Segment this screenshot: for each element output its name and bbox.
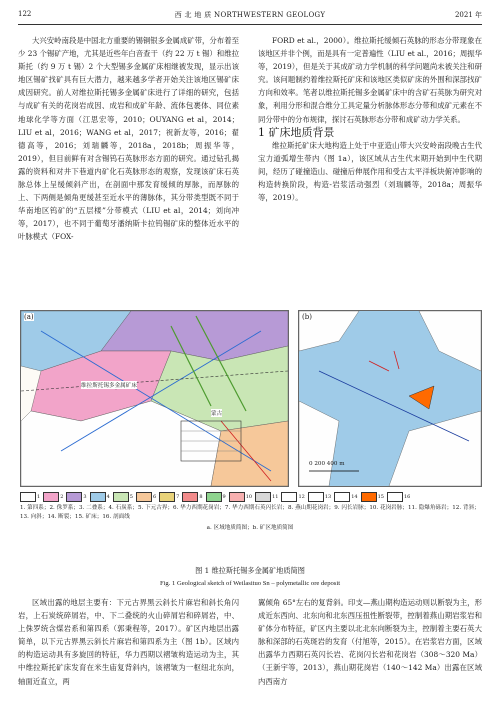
panel-b-label: (b): [302, 313, 312, 321]
panel-b-map: [298, 310, 482, 487]
legend-subtitles: a. 区域地质简图；b. 矿区地质简图: [206, 525, 294, 531]
map-scale: 0 200 400 m: [309, 461, 345, 467]
right-column-bottom: [258, 596, 482, 688]
legend-swatch: [255, 492, 271, 502]
legend-number: 1: [37, 494, 41, 500]
legend-swatch: [90, 492, 106, 502]
figure-caption-zh: 图 1 维拉斯托锡多金属矿地质简图: [195, 566, 305, 575]
legend-swatch: [229, 492, 245, 502]
figure-legend: [20, 492, 480, 533]
page-header: [0, 8, 500, 22]
legend-swatch: [113, 492, 129, 502]
map-label-mongolia: 蒙古: [211, 411, 223, 417]
paragraph: 翼倾角 65°左右的复背斜。印支—燕山期构造运动则以断裂为主，形成近东西向、北东向和北东西压扭性断裂带，控制着燕山期岩浆岩和矿体分布特征，矿区内主要以北北东向断裂为主，控制着主要石英大脉和深部的石英斑岩的发育（付旭等，2015）。在岩浆岩方面，区域出露华力西期石英闪长岩、花岗闪长岩和花岗岩（308～320 Ma）（王新宇等，2013），燕山期花岗岩（140～142 Ma）出露在区域内西南方: [258, 598, 482, 686]
figure-caption-en: Fig. 1 Geological sketch of Weilasituo Sn – polymetallic ore deposit: [159, 580, 341, 587]
legend-swatches: [20, 492, 480, 502]
legend-swatch: [334, 492, 350, 502]
left-column: [18, 34, 239, 244]
legend-number: 11: [272, 494, 279, 500]
legend-swatch: [182, 492, 198, 502]
regional-map-svg: [21, 311, 288, 486]
legend-number: 3: [83, 494, 87, 500]
legend-swatch: [43, 492, 59, 502]
right-column: [258, 34, 482, 204]
header-rule: [18, 24, 482, 25]
panel-a-label: (a): [24, 313, 34, 321]
legend-number: 6: [152, 494, 157, 500]
left-column-bottom: [18, 596, 239, 688]
legend-number: 16: [403, 494, 411, 500]
paragraph: FORD et al.，2000）。维拉斯托缓倾石英脉的形态分带现象在该地区并非个例，而是具有一定普遍性（LIU et al.，2016；周振华等，2019），但是关于其成矿动力学机制的科学问题尚未被关注和研究。该问题制约着维拉斯托矿床和该地区类似矿床的外围和深部找矿方向和效率。笔者以维拉斯托锡多金属矿床中的含矿石英脉为研究对象，利用分形和混合维分工具定量分析脉体形态分带和成矿元素在不同分带中的分布规律，探讨石英脉形态分带和成矿动力学关系。: [258, 36, 483, 124]
journal-name: 西 北 地 质 NORTHWESTERN GEOLOGY: [174, 11, 326, 19]
section-title: 1 矿床地质背景: [258, 125, 335, 139]
legend-swatch: [281, 492, 297, 502]
legend-number: 10: [245, 494, 253, 500]
paragraph: 区域出露的地层主要有：下元古界黑云斜长片麻岩和斜长角闪岩，上石炭统碎屑岩，中、下二叠统的火山碎屑岩和碎屑岩，中、上侏罗统含煤岩系和第四系（郭秉程等，2017）。矿区内地层出露简单，以下元古界黑云斜长片麻岩和第四系为主（图 1b）。区域内的构造运动具有多旋回的特征，华力西期以褶皱构造运动为主，其中维拉斯托矿床发育在米生庙复背斜内，该褶皱为一枢纽北东向，轴面近直立，两: [18, 598, 239, 686]
legend-swatch: [136, 492, 152, 502]
legend-number: 14: [351, 494, 358, 500]
journal-year: 2021 年: [454, 11, 482, 19]
figure-1: [18, 310, 482, 560]
paragraph: 维拉斯托矿床大地构造上处于中亚造山带大兴安岭南段晚古生代宝力道弧增生带内（图 1a），该区域从古生代末期开始到中生代期间，经历了碰撞造山、碰撞后伸展作用和受古太平洋板块俯冲影响的构造转换阶段，构造-岩浆活动强烈（刘瑞麟等，2018a；周振华等，2019）。: [258, 140, 482, 203]
legend-number: 4: [106, 494, 110, 500]
deposit-map-svg: [299, 311, 481, 486]
legend-number: 2: [60, 494, 64, 500]
legend-number: 12: [298, 494, 305, 500]
legend-number: 15: [377, 494, 384, 500]
legend-swatch: [159, 492, 175, 502]
map-label-deposit: 维拉斯托锡多金属矿床: [81, 383, 137, 389]
legend-number: 5: [129, 494, 133, 500]
legend-swatch: [66, 492, 82, 502]
legend-swatch: [308, 492, 324, 502]
legend-number: 9: [222, 494, 226, 500]
legend-swatch: [387, 492, 403, 502]
legend-number: 8: [199, 494, 203, 500]
page-number: 122: [18, 10, 32, 18]
paragraph: 大兴安岭南段是中国北方重要的锡铜银多金属成矿带，分布着至少 23 个锡矿产地，尤其是近些年白音查干（约 22 万 t 锡）和维拉斯托（约 9 万 t 锡）2 个大型锡多金属矿床相继被发现，显示出该地区锡矿找矿具有巨大潜力，越来越多学者开始关注该地区锡矿床成因研究。前人对维拉斯托锡多金属矿床进行了详细的研究，包括与成矿有关的花岗岩成因、成岩和成矿年龄、流体包裹体、同位素地球化学等方面（江思宏等，2010；OUYANG et al，2014；LIU et al，2016；WANG et al，2017；祝新友等，2016；翟德高等，2016；刘瑞麟等，2018a，2018b；周振华等，2019），但目前鲜有对含锡钨石英脉形态方面的研究。通过钻孔揭露的资料和对井下巷道内矿化石英脉形态的观察，发现该矿床石英脉总体上呈缓倾斜产出，在剖面中那发育缓倾的厚脉，而厚脉的上、下两侧是倾角更缓甚至近水平的薄脉体，其分带类型既不同于华南地区钨矿的“五层楼”分带模式（LIU et al，2014；刘向冲等，2017），也不同于葡萄牙潘纳斯卡拉钨锡矿床的整体近水平的叶脉模式（FOX-: [18, 36, 239, 242]
legend-number: 13: [324, 494, 332, 500]
legend-swatch: [20, 492, 36, 502]
legend-number: 7: [176, 494, 180, 500]
legend-swatch: [361, 492, 377, 502]
panel-a-map: [20, 310, 289, 487]
legend-swatch: [206, 492, 222, 502]
legend-text: 1. 第四系；2. 侏罗系；3. 二叠系；4. 石炭系；5. 下元古界；6. 华力西期花岗岩；7. 华力西期石英闪长岩；8. 燕山期花岗岩；9. 闪长岩脉；10. 花岗岩脉；11. 隐爆角砾岩；12. 背斜；13. 向斜；14. 断裂；15. 矿床；16. 剖面线: [20, 505, 480, 520]
